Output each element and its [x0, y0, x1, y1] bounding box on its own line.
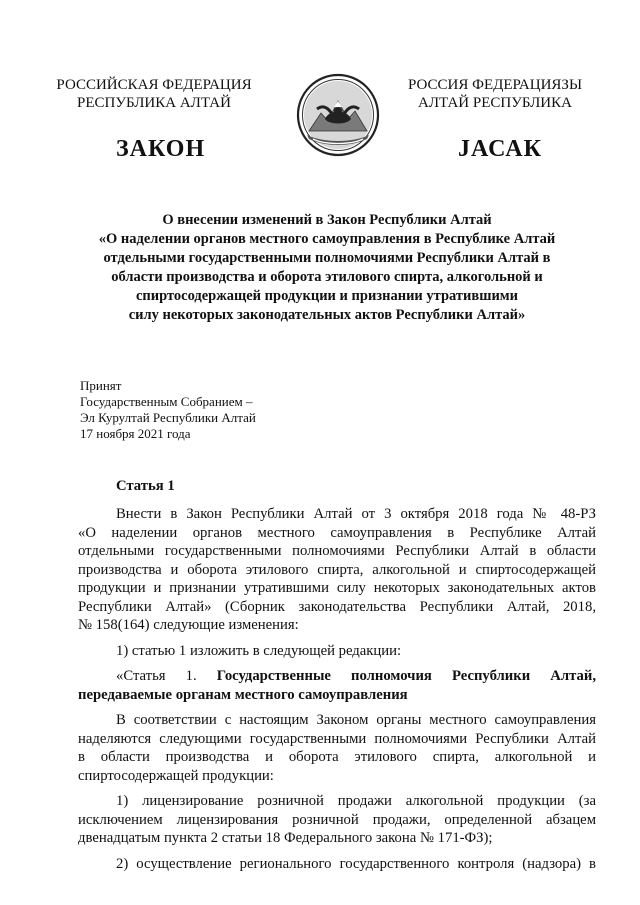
subitem-1-line: двенадцатым пункта 2 статьи 18 Федерального закона № 171-ФЗ); — [78, 830, 493, 846]
quoted-article-title-2: передаваемые органам местного самоуправления — [78, 686, 408, 703]
intro-line: производства и оборота этилового спирта, алкогольной и спиртосодержащей — [78, 561, 596, 578]
title-line: О внесении изменений в Закон Республики Алтай — [162, 212, 492, 228]
quoted-article-heading — [78, 667, 596, 686]
subitem-2-line: 2) осуществление регионального государственного контроля (надзора) в — [116, 855, 596, 872]
paragraph-line: в области производства и оборота этилового спирта, алкогольной и — [78, 749, 596, 765]
article-heading: Статья 1 — [116, 478, 175, 494]
title-line: отдельными государственными полномочиями Республики Алтай в — [103, 250, 551, 266]
intro-line: продукции и признании утратившими силу некоторых законодательных актов — [78, 580, 596, 596]
law-title-altai: ЈАСАК — [458, 136, 543, 162]
adoption-info — [80, 378, 256, 442]
coat-of-arms-icon — [295, 73, 381, 157]
intro-line: отдельными государственными полномочиями Республики Алтай в области — [78, 543, 596, 559]
intro-line: «О наделении органов местного самоуправления в Республике Алтай — [78, 524, 596, 541]
subitem-1-line: 1) лицензирование розничной продажи алкогольной продукции (за — [116, 793, 596, 809]
adopted-line: 17 ноября 2021 года — [80, 426, 191, 441]
adopted-line: Эл Курултай Республики Алтай — [80, 410, 256, 425]
intro-line: Внести в Закон Республики Алтай от 3 октября 2018 года № 48-РЗ — [116, 506, 596, 522]
header-left-line-1: РОССИЙСКАЯ ФЕДЕРАЦИЯ — [56, 77, 252, 93]
document-title — [72, 211, 582, 325]
subitem-1-line: исключением лицензирования розничной продажи, определенной абзацем — [78, 811, 596, 828]
paragraph-line: наделяются следующими государственными полномочиями Республики Алтай — [78, 730, 596, 747]
header-right-line-2: АЛТАЙ РЕСПУБЛИКА — [418, 95, 572, 111]
header-left-line-2: РЕСПУБЛИКА АЛТАЙ — [77, 95, 231, 111]
adopted-line: Государственным Собранием – — [80, 394, 253, 409]
title-line: «О наделении органов местного самоуправления в Республике Алтай — [98, 231, 556, 247]
adopted-line: Принят — [80, 378, 122, 393]
paragraph-line: спиртосодержащей продукции: — [78, 767, 274, 784]
header-left-block — [52, 76, 256, 112]
title-line: силу некоторых законодательных актов Республики Алтай» — [128, 307, 526, 323]
intro-line: № 158(164) следующие изменения: — [78, 617, 299, 633]
title-line: области производства и оборота этилового спирта, алкогольной и — [111, 269, 543, 285]
law-title-russian: ЗАКОН — [116, 136, 206, 162]
paragraph-line: В соответствии с настоящим Законом органы местного самоуправления — [116, 712, 596, 728]
title-line: спиртосодержащей продукции и признании утратившими — [135, 288, 519, 304]
header-right-line-1: РОССИЯ ФЕДЕРАЦИЯЗЫ — [407, 77, 583, 93]
header-right-block — [392, 76, 598, 112]
quoted-article-title: Государственные полномочия Республики Алтай, — [216, 668, 596, 684]
quoted-article-number: «Статья 1. — [116, 668, 197, 684]
intro-line: Республики Алтай» (Сборник законодательства Республики Алтай, 2018, — [78, 598, 596, 615]
document-body — [78, 477, 596, 873]
amendment-item-1: 1) статью 1 изложить в следующей редакции: — [116, 642, 402, 659]
